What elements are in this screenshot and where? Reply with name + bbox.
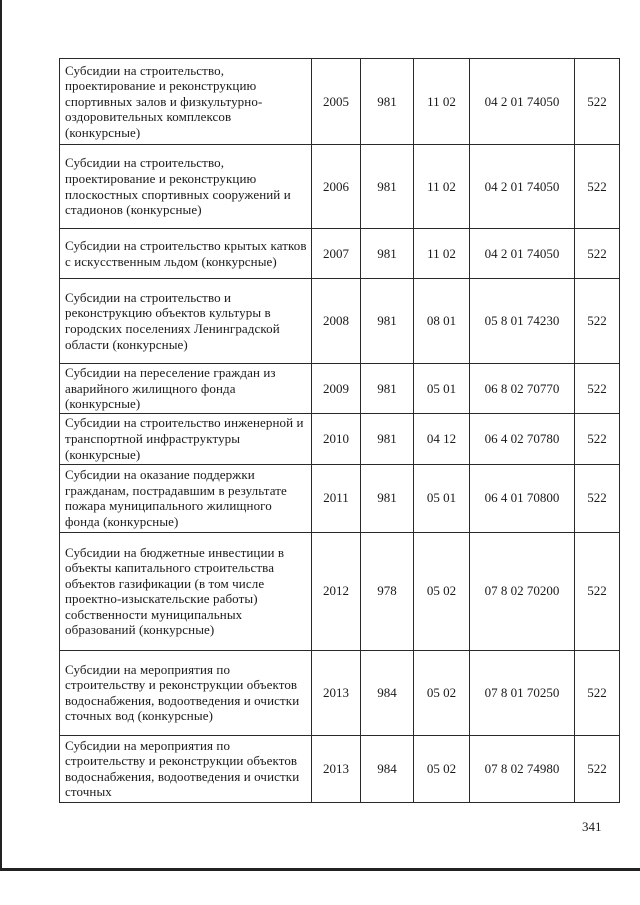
grbs-cell: 981: [361, 279, 414, 364]
code-cell: 2011: [312, 464, 361, 532]
expense-type-cell: 522: [575, 364, 620, 414]
expense-type-cell: 522: [575, 464, 620, 532]
code-cell: 2013: [312, 650, 361, 735]
target-article-cell: 06 4 01 70800: [470, 464, 575, 532]
grbs-cell: 981: [361, 413, 414, 464]
target-article-cell: 06 4 02 70780: [470, 413, 575, 464]
grbs-cell: 984: [361, 650, 414, 735]
page-number: 341: [582, 819, 602, 834]
code-cell: 2008: [312, 279, 361, 364]
subsidy-name-cell: Субсидии на мероприятия по строительству и реконструкции объектов водоснабжения, водоотведения и очистки сточных вод (конкурсные): [60, 650, 312, 735]
expense-type-cell: 522: [575, 532, 620, 650]
target-article-cell: 07 8 02 74980: [470, 735, 575, 802]
grbs-cell: 984: [361, 735, 414, 802]
subsidy-name-cell: Субсидии на строительство крытых катков с искусственным льдом (конкурсные): [60, 229, 312, 279]
subsidy-name-cell: Субсидии на оказание поддержки гражданам, пострадавшим в результате пожара муниципального жилищного фонда (конкурсные): [60, 464, 312, 532]
scan-bottom-edge: [0, 868, 640, 871]
target-article-cell: 04 2 01 74050: [470, 229, 575, 279]
section-cell: 05 02: [414, 532, 470, 650]
expense-type-cell: 522: [575, 413, 620, 464]
section-cell: 08 01: [414, 279, 470, 364]
budget-subsidies-table: [59, 58, 620, 803]
table-row: [60, 59, 620, 145]
scan-left-edge: [0, 0, 2, 868]
code-cell: 2009: [312, 364, 361, 414]
section-cell: 04 12: [414, 413, 470, 464]
grbs-cell: 981: [361, 229, 414, 279]
target-article-cell: 04 2 01 74050: [470, 145, 575, 229]
code-cell: 2012: [312, 532, 361, 650]
section-cell: 05 01: [414, 464, 470, 532]
subsidy-name-cell: Субсидии на строительство, проектирование и реконструкцию плоскостных спортивных сооружений и стадионов (конкурсные): [60, 145, 312, 229]
subsidy-name-cell: Субсидии на строительство, проектирование и реконструкцию спортивных залов и физкультурно-оздоровительных комплексов (конкурсные): [60, 59, 312, 145]
code-cell: 2010: [312, 413, 361, 464]
subsidy-name-cell: Субсидии на мероприятия по строительству и реконструкции объектов водоснабжения, водоотведения и очистки сточных: [60, 735, 312, 802]
table-row: [60, 145, 620, 229]
expense-type-cell: 522: [575, 59, 620, 145]
section-cell: 11 02: [414, 229, 470, 279]
code-cell: 2005: [312, 59, 361, 145]
table-row: [60, 364, 620, 414]
expense-type-cell: 522: [575, 229, 620, 279]
grbs-cell: 981: [361, 364, 414, 414]
section-cell: 11 02: [414, 59, 470, 145]
grbs-cell: 978: [361, 532, 414, 650]
section-cell: 05 02: [414, 735, 470, 802]
code-cell: 2013: [312, 735, 361, 802]
section-cell: 05 02: [414, 650, 470, 735]
expense-type-cell: 522: [575, 735, 620, 802]
code-cell: 2007: [312, 229, 361, 279]
table-row: [60, 735, 620, 802]
subsidy-name-cell: Субсидии на строительство и реконструкцию объектов культуры в городских поселениях Ленинградской области (конкурсные): [60, 279, 312, 364]
grbs-cell: 981: [361, 145, 414, 229]
table-row: [60, 532, 620, 650]
expense-type-cell: 522: [575, 650, 620, 735]
table-row: [60, 229, 620, 279]
grbs-cell: 981: [361, 464, 414, 532]
subsidy-name-cell: Субсидии на строительство инженерной и транспортной инфраструктуры (конкурсные): [60, 413, 312, 464]
target-article-cell: 04 2 01 74050: [470, 59, 575, 145]
section-cell: 11 02: [414, 145, 470, 229]
target-article-cell: 06 8 02 70770: [470, 364, 575, 414]
table-row: [60, 279, 620, 364]
grbs-cell: 981: [361, 59, 414, 145]
target-article-cell: 07 8 01 70250: [470, 650, 575, 735]
code-cell: 2006: [312, 145, 361, 229]
target-article-cell: 07 8 02 70200: [470, 532, 575, 650]
table-row: [60, 464, 620, 532]
target-article-cell: 05 8 01 74230: [470, 279, 575, 364]
table-row: [60, 413, 620, 464]
expense-type-cell: 522: [575, 279, 620, 364]
table-row: [60, 650, 620, 735]
expense-type-cell: 522: [575, 145, 620, 229]
subsidy-name-cell: Субсидии на бюджетные инвестиции в объекты капитального строительства объектов газификации (в том числе проектно-изыскательские работы) собственности муниципальных образований (конкурсные): [60, 532, 312, 650]
section-cell: 05 01: [414, 364, 470, 414]
subsidy-name-cell: Субсидии на переселение граждан из аварийного жилищного фонда (конкурсные): [60, 364, 312, 414]
